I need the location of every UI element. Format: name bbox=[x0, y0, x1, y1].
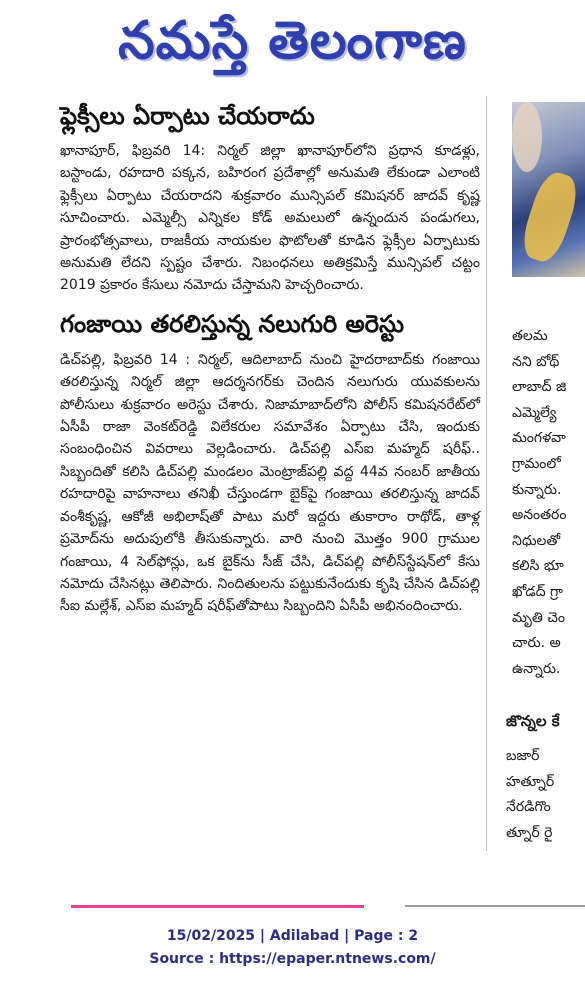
side-line: త్నూర్ రై bbox=[506, 824, 553, 841]
side-photo bbox=[512, 102, 585, 277]
side-line: నని బోథ్ bbox=[512, 353, 560, 370]
side-line: లాబాద్ జి bbox=[512, 379, 567, 396]
newspaper-logo: నమస్తే తెలంగాణ bbox=[118, 10, 467, 71]
divider-bar bbox=[405, 905, 585, 907]
article-2-body bbox=[60, 349, 480, 618]
article-1-text: ఖానాపూర్, ఫిబ్రవరి 14: నిర్మల్ జిల్లా ఖానాపూర్‌లోని ప్రధాన కూడళ్లు, బస్టాండు, రహదారి పక్కన, బహిరంగ ప్రదేశాల్లో అనుమతి లేకుండా ఎలాంటి ఫ్లెక్సీలు ఏర్పాటు చేయరాదని శుక్రవారం మున్సిపల్ కమిషనర్ జాదవ్ కృష్ణ సూచించారు. ఎమ్మెల్సీ ఎన్నికల కోడ్ అమలులో ఉన్నందున పండుగలు, ప్రారంభోత్సవాలు, రాజకీయ నాయకుల ఫొటోలతో కూడిన ఫ్లెక్సీల ఏర్పాటుకు అనుమతి లేదని స్పష్టం చేశారు. నిబంధనలు అతిక్రమిస్తే మున్సిపల్ చట్టం 2019 ప్రకారం కేసులు నమోదు చేస్తామని హెచ్చరించారు. bbox=[60, 143, 480, 294]
side-column-clipped bbox=[506, 100, 585, 860]
side-line: అనంతరం bbox=[512, 507, 567, 524]
side-line: మృతి చెం bbox=[512, 609, 566, 626]
accent-bar bbox=[71, 905, 364, 908]
side-line: ఖోడద్ గ్రా bbox=[512, 583, 563, 600]
side-line: నేరడిగొం bbox=[506, 799, 551, 816]
side-line: గ్రామంలో bbox=[512, 455, 561, 472]
article-1-body bbox=[60, 140, 480, 297]
article-2-headline: గంజాయి తరలిస్తున్న నలుగురి అరెస్టు bbox=[60, 309, 405, 338]
footer-date-edition: 15/02/2025 | Adilabad | Page : 2 bbox=[166, 928, 419, 944]
side-line: ఉన్నారు. bbox=[512, 660, 561, 677]
side-line: తలమ bbox=[512, 328, 548, 344]
masthead bbox=[0, 0, 585, 82]
side-line: మంగళవా bbox=[512, 430, 566, 447]
side-line: నిధులతో bbox=[512, 532, 561, 549]
side-line: చారు. అ bbox=[512, 635, 561, 652]
photo-detail bbox=[512, 102, 542, 172]
side-text-lines bbox=[512, 324, 585, 682]
footer-source: Source : https://epaper.ntnews.com/ bbox=[149, 951, 436, 967]
photo-detail bbox=[517, 168, 583, 266]
article-2-text: డిచ్‌పల్లి, ఫిబ్రవరి 14 : నిర్మల్, ఆదిలాబాద్ నుంచి హైదరాబాద్‌కు గంజాయి తరలిస్తున్న నిర్మల్ జిల్లా ఆదర్శనగర్‌కు చెందిన నలుగురు యువకులను పోలీసులు శుక్రవారం అరెస్టు చేశారు. నిజామాబాద్‌లోని పోలీస్ కమిషనరేట్‌లో ఏసీపీ రాజా వెంకట్‌రెడ్డి విలేకరుల సమావేశం ఏర్పాటు చేసి, ఇందుకు సంబంధించిన వివరాలు వెల్లడించారు. డిచ్‌పల్లి ఎస్‌ఐ మహ్మద్ షరీఫ్.. సిబ్బందితో కలిసి డిచ్‌పల్లి మండలం మెంట్రాజ్‌పల్లి వద్ద 44వ నంబర్ జాతీయ రహదారిపై వాహనాలు తనిఖీ చేస్తుండగా బైక్‌పై గంజాయి తరలిస్తున్న జాదవ్ వంశీకృష్ణ, ఆకోజీ అభిలాష్‌తో పాటు మరో ఇద్దరు తుకారాం రాథోడ్, తాళ్ల ప్రమోద్‌ను అదుపులోకి తీసుకున్నారు. వారి నుంచి మొత్తం 900 గ్రాముల గంజాయి, 4 సెల్‌ఫోన్లు, ఒక బైక్‌ను సీజ్ చేసి, డిచ్‌పల్లి పోలీస్‌స్టేషన్‌లో కేసు నమోదు చేసినట్లు తెలిపారు. నిందితులను పట్టుకునేందుకు కృషి చేసిన డిచ్‌పల్లి సీఐ మల్లేశ్, ఎస్‌ఐ మహ్మద్ షరీఫ్‌తోపాటు సిబ్బందిని ఏసీపీ అభినందించారు. bbox=[60, 351, 480, 615]
column-divider bbox=[486, 96, 487, 851]
side-line: కలిసి భూ bbox=[512, 558, 564, 575]
side-headline: జొన్నల కే bbox=[506, 712, 560, 730]
main-column bbox=[60, 96, 480, 618]
side-text-lines-2 bbox=[506, 744, 585, 846]
article-1-headline: ఫ్లెక్సీలు ఏర్పాటు చేయరాదు bbox=[60, 102, 315, 130]
side-line: కున్నారు. bbox=[512, 481, 562, 498]
side-line: హత్నూర్‌ bbox=[506, 773, 555, 790]
side-line: ఎమ్మెల్యే bbox=[512, 404, 557, 421]
side-line: బజార్ bbox=[506, 748, 540, 764]
